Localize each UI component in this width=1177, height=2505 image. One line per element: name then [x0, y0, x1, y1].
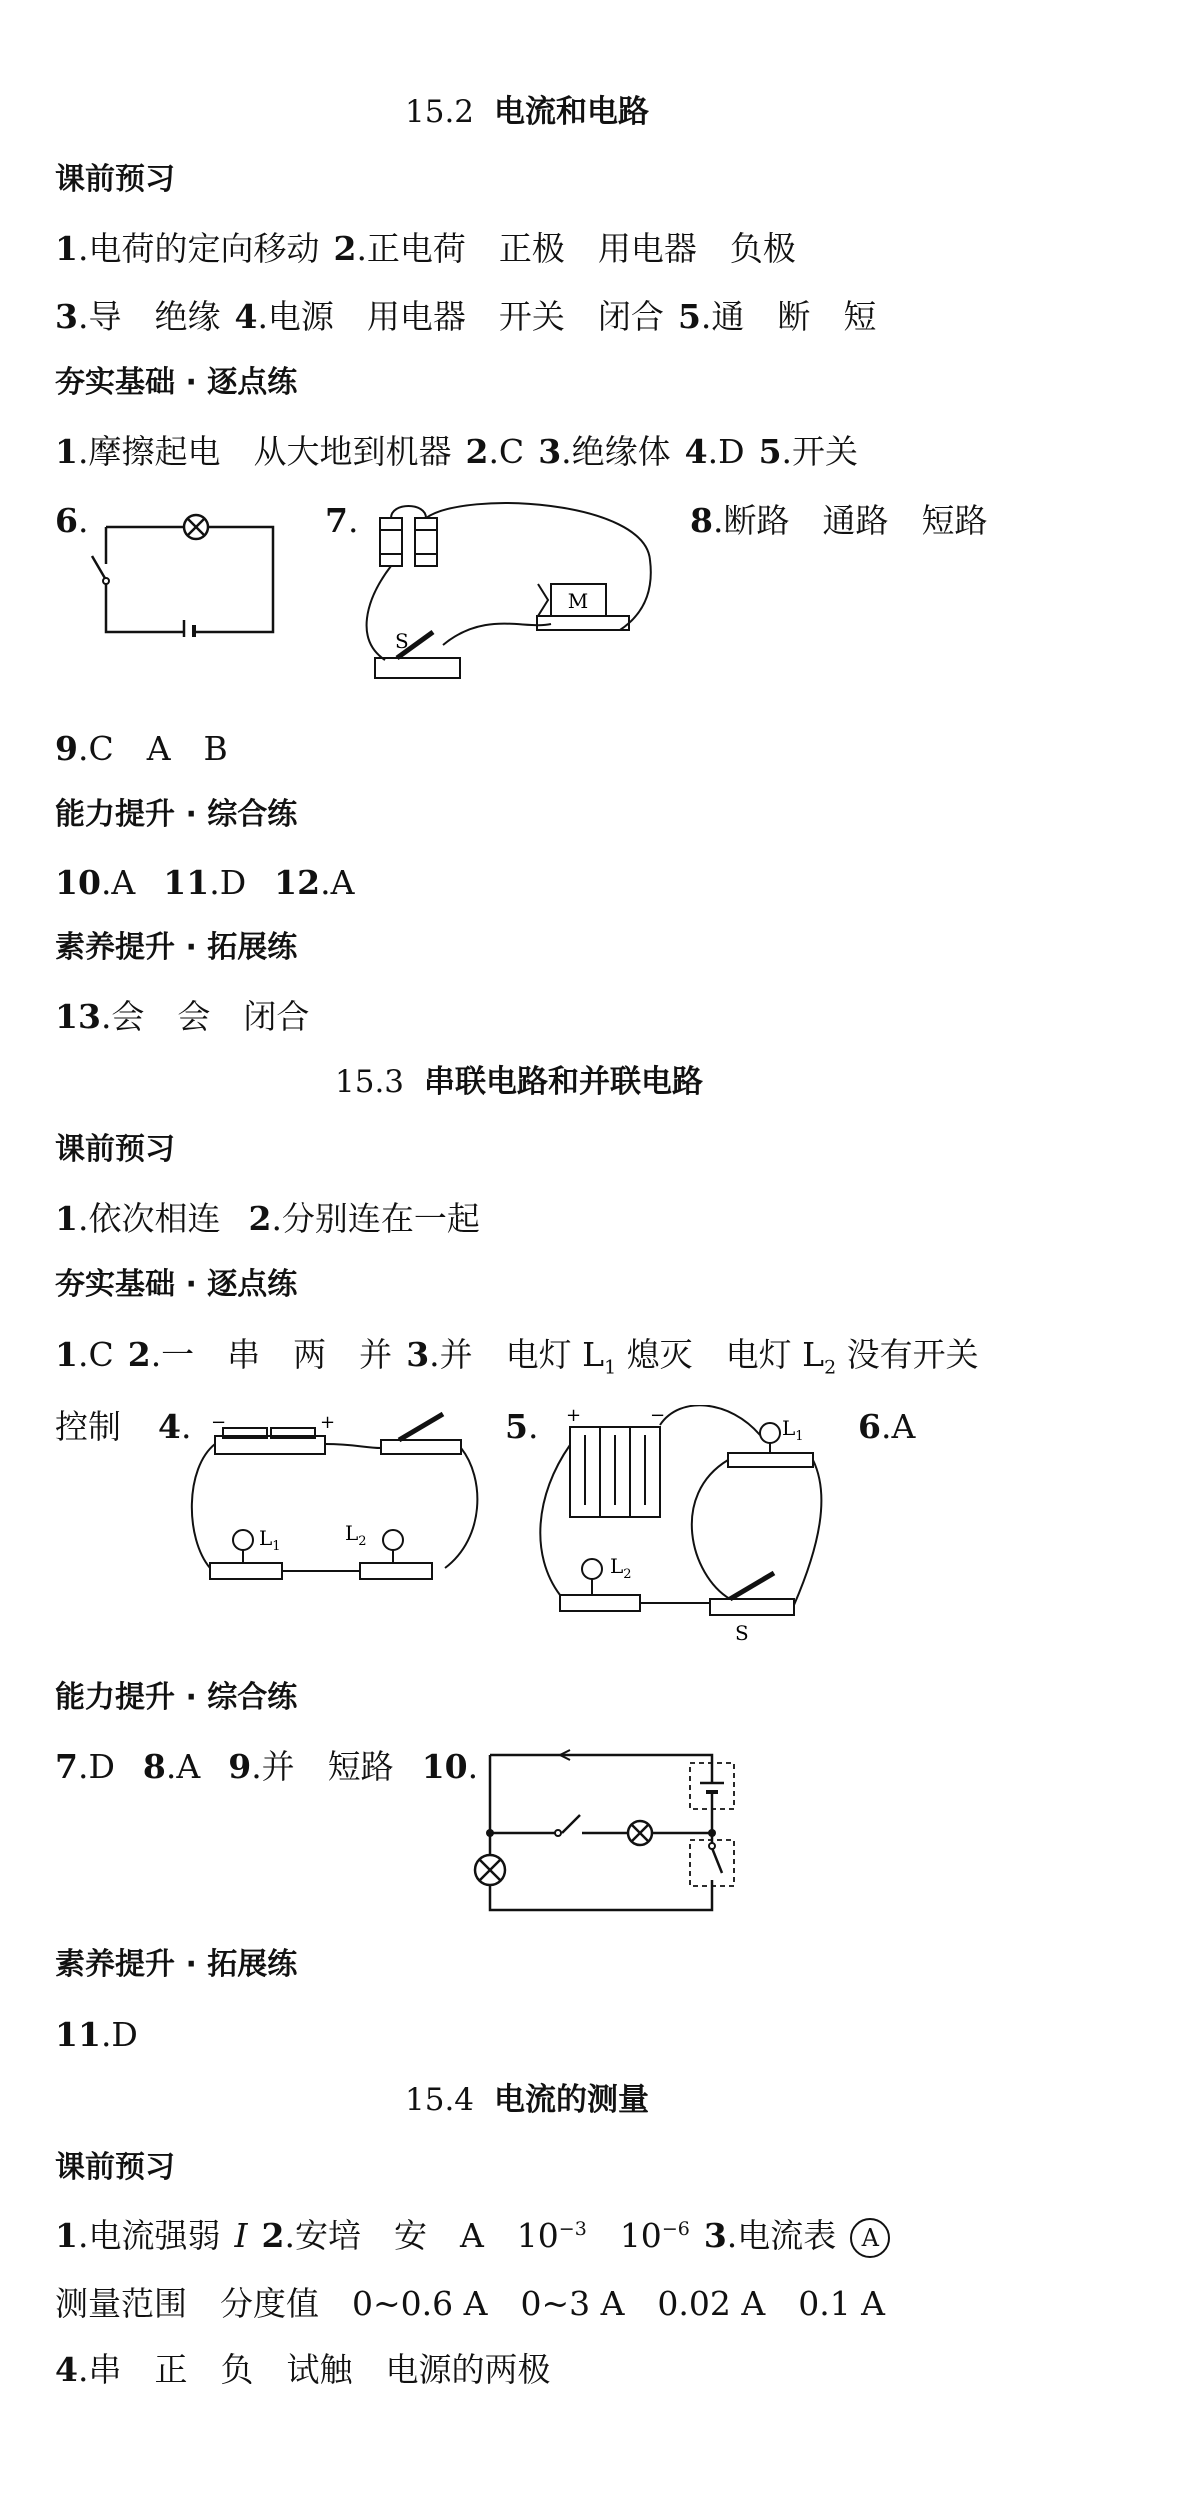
circuit-diagram-q6 — [88, 512, 288, 637]
heading-preview: 课前预习 — [55, 1132, 175, 1167]
section-number: 15.4 — [405, 2082, 475, 2118]
answer-line: 1.依次相连 2.分别连在一起 — [55, 1199, 480, 1238]
svg-text:+: + — [566, 1405, 582, 1426]
switch-label: S — [395, 629, 409, 653]
heading-extension: 素养提升 · 拓展练 — [55, 930, 298, 965]
answer-line: 11.D — [55, 2015, 138, 2054]
motor-label: M — [567, 589, 589, 613]
heading-ability: 能力提升 · 综合练 — [55, 797, 298, 832]
question-number-7: 7. — [325, 501, 359, 540]
answer-line: 8.断路 通路 短路 — [690, 501, 988, 540]
heading-basic: 夯实基础 · 逐点练 — [55, 365, 298, 400]
heading-preview: 课前预习 — [55, 162, 175, 197]
section-number: 15.3 — [335, 1064, 405, 1100]
answer-line: 4.串 正 负 试触 电源的两极 — [55, 2350, 551, 2389]
answer-line: 1.摩擦起电 从大地到机器 2.C 3.绝缘体 4.D 5.开关 — [55, 432, 859, 471]
lamp-label-l2: $L_2$ — [345, 1521, 367, 1549]
answer-line: 1.C 2.一 串 两 并 3.并 电灯 $L_1$ 熄灭 电灯 $L_2$ 没有开关 — [55, 1335, 979, 1379]
section-name: 串联电路和并联电路 — [424, 1064, 704, 1100]
answer-line: 1.电流强弱 I 2.安培 安 A $10^{-3}$ $10^{-6}$ 3.电流表 A — [55, 2218, 890, 2258]
lamp-label-l2: $L_2$ — [610, 1554, 632, 1582]
answer-line: 控制 — [55, 1407, 121, 1446]
lamp-label-l1: $L_1$ — [782, 1416, 804, 1444]
question-number-5: 5. — [505, 1407, 539, 1446]
svg-text:−: − — [650, 1405, 666, 1426]
ammeter-symbol: A — [850, 2218, 890, 2258]
answer-line: 测量范围 分度值 0~0.6 A 0~3 A 0.02 A 0.1 A — [55, 2284, 886, 2323]
svg-text:+: + — [320, 1412, 336, 1433]
section-number: 15.2 — [405, 94, 475, 130]
physical-circuit-q7 — [355, 500, 655, 700]
heading-basic: 夯实基础 · 逐点练 — [55, 1267, 298, 1302]
section-name: 电流的测量 — [494, 2082, 650, 2118]
switch-label: S — [735, 1621, 749, 1645]
heading-preview: 课前预习 — [55, 2150, 175, 2185]
answer-line: 10.A 11.D 12.A — [55, 863, 355, 902]
heading-extension: 素养提升 · 拓展练 — [55, 1947, 298, 1982]
physical-circuit-q5 — [530, 1405, 840, 1645]
circuit-diagram-q10 — [470, 1745, 760, 1920]
section-title-15-3 — [335, 1064, 704, 1100]
section-title-15-2 — [405, 94, 650, 130]
answer-line: 3.导 绝缘 4.电源 用电器 开关 闭合 5.通 断 短 — [55, 297, 877, 336]
answer-line: 6.A — [858, 1407, 916, 1446]
answer-line: 9.C A B — [55, 729, 228, 768]
answer-line: 7.D 8.A 9.并 短路 10. — [55, 1747, 479, 1786]
section-name: 电流和电路 — [494, 94, 650, 130]
answer-line: 13.会 会 闭合 — [55, 997, 310, 1036]
svg-text:−: − — [211, 1412, 227, 1433]
physical-circuit-q4 — [185, 1408, 485, 1598]
answer-line: 1.电荷的定向移动 2.正电荷 正极 用电器 负极 — [55, 229, 796, 268]
section-title-15-4 — [405, 2082, 650, 2118]
heading-ability: 能力提升 · 综合练 — [55, 1680, 298, 1715]
lamp-label-l1: $L_1$ — [259, 1526, 281, 1554]
question-number-4: 4. — [158, 1407, 192, 1446]
question-number-6: 6. — [55, 501, 89, 540]
